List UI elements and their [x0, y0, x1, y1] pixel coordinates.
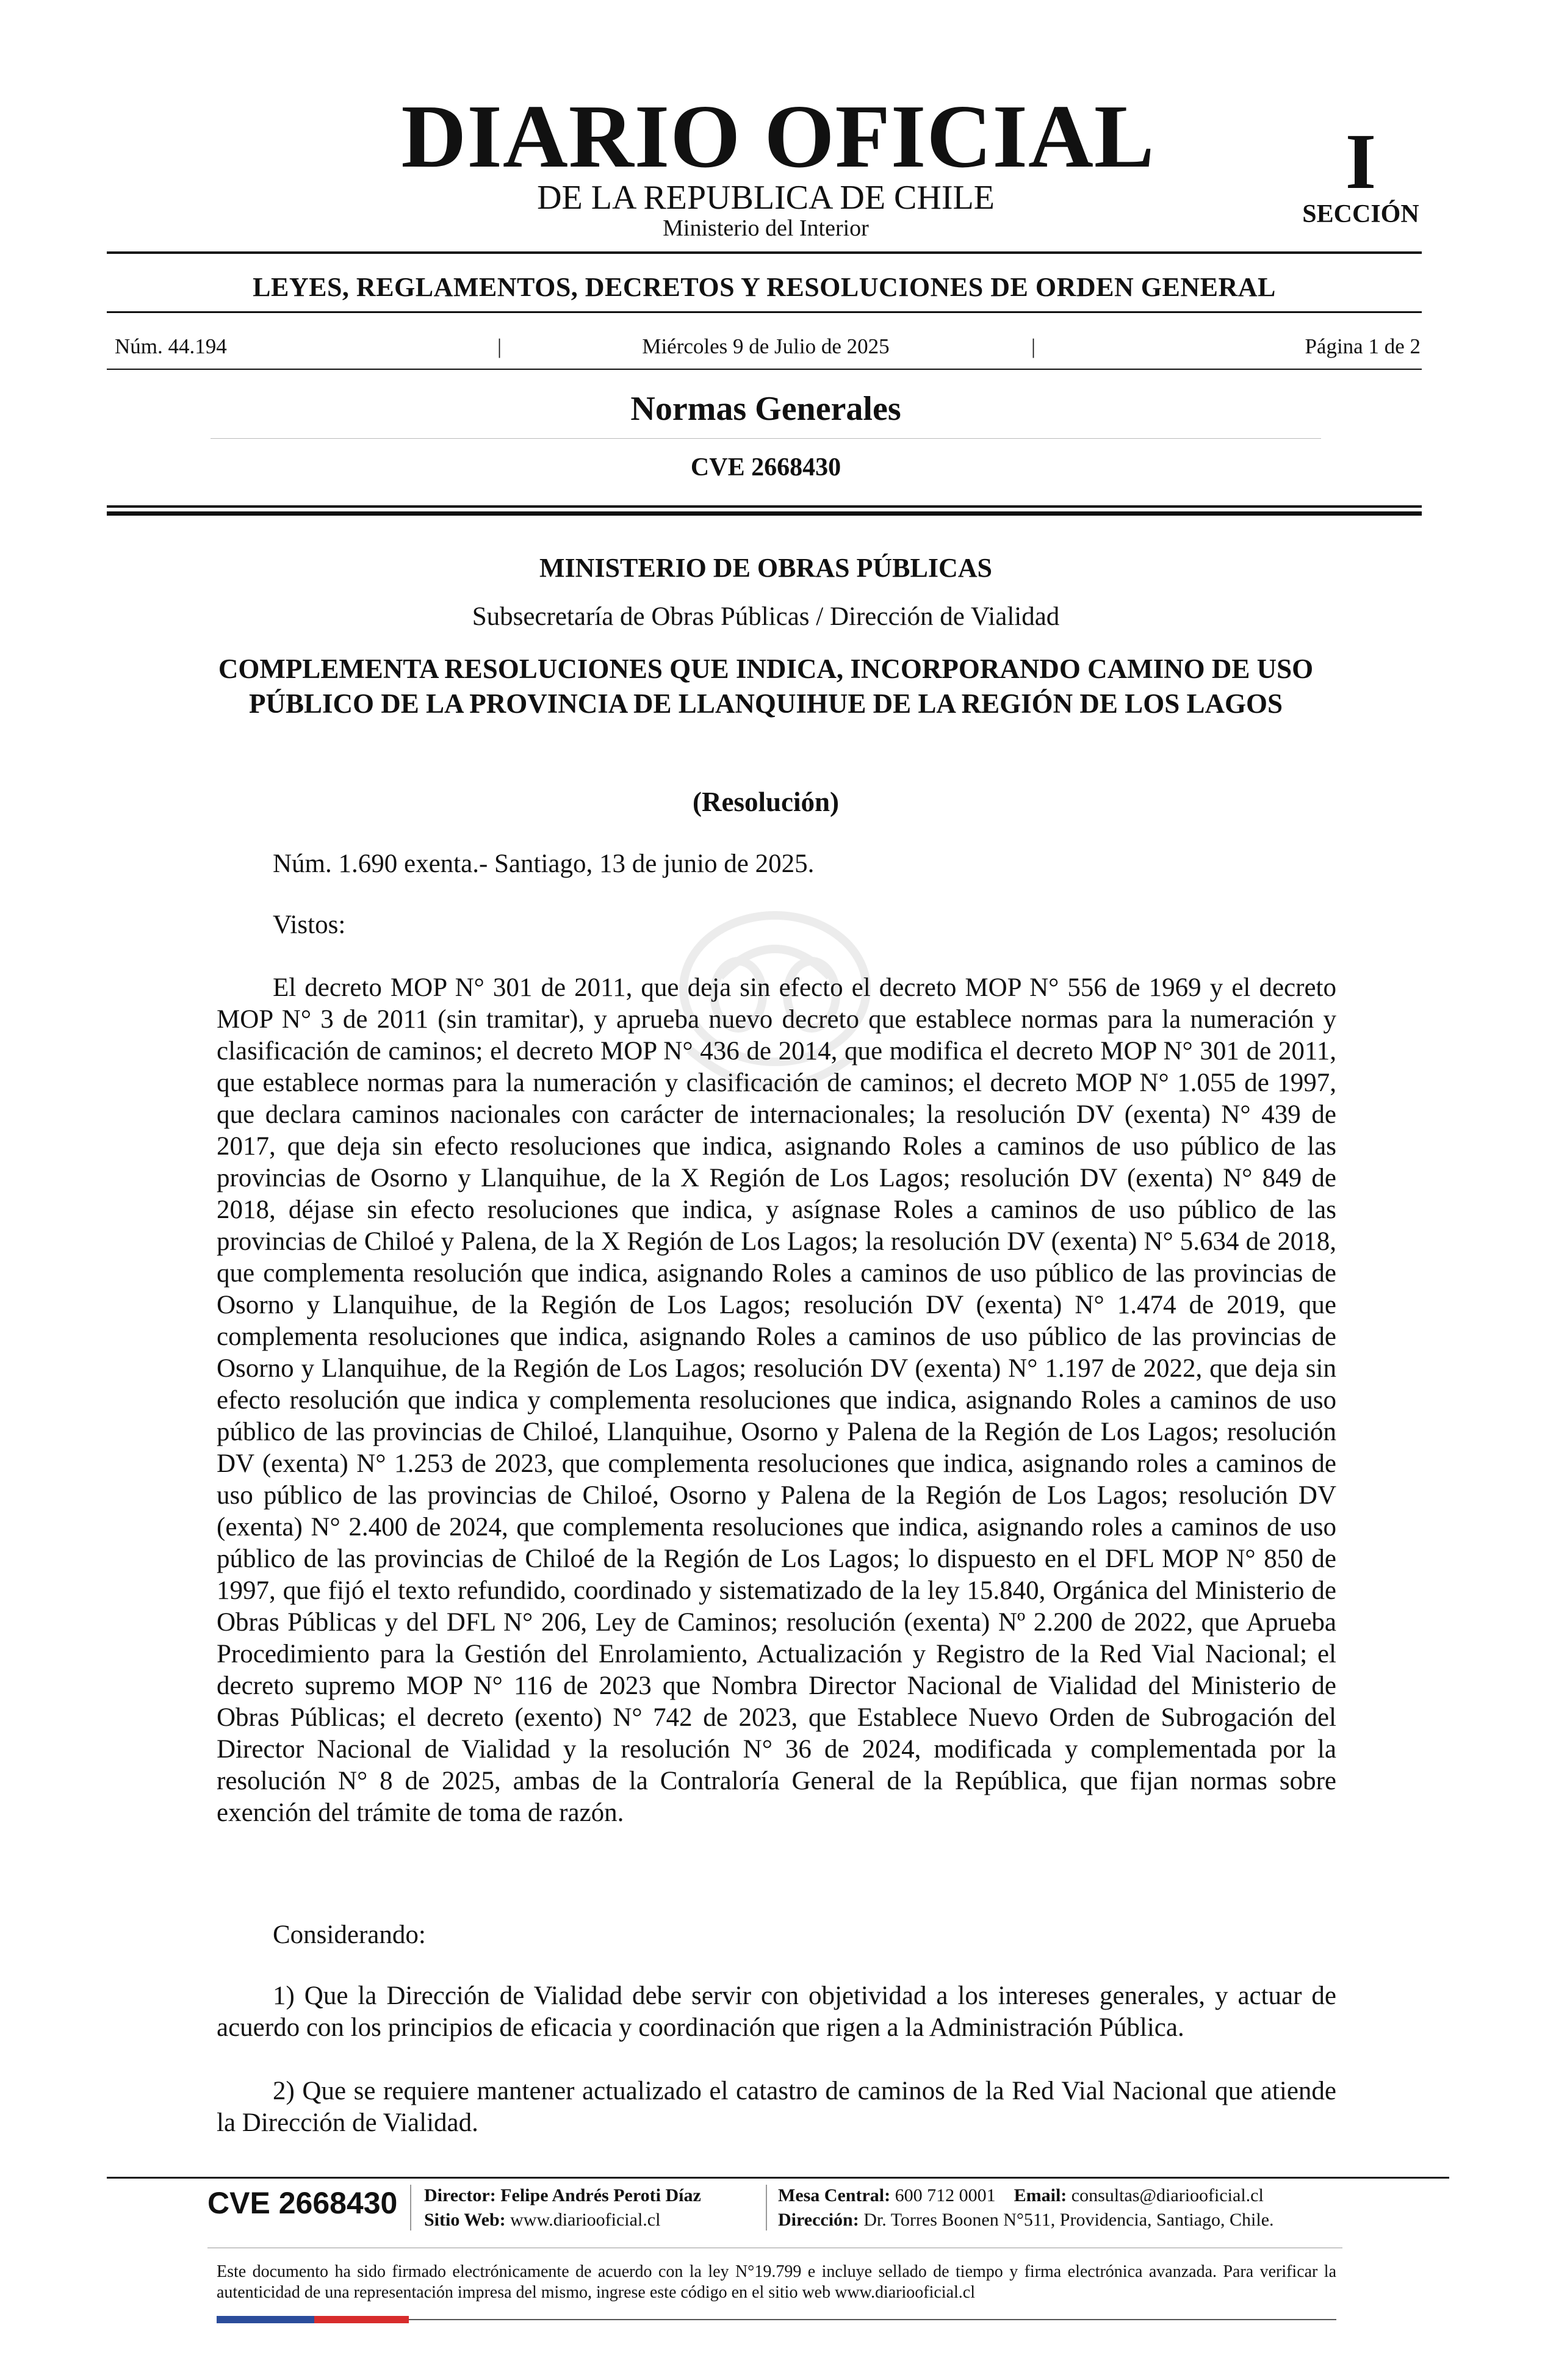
flag-stripe-blue: [217, 2316, 314, 2323]
issue-number: Núm. 44.194: [115, 334, 227, 358]
flag-stripe-red: [314, 2316, 409, 2323]
subsecretaria-line: Subsecretaría de Obras Públicas / Dirección de Vialidad: [472, 602, 1060, 631]
vistos-label: Vistos:: [273, 911, 346, 939]
footer-director-block: [424, 2183, 701, 2232]
issue-separator: |: [497, 334, 502, 358]
laws-heading: LEYES, REGLAMENTOS, DECRETOS Y RESOLUCIONES DE ORDEN GENERAL: [253, 272, 1276, 302]
resolution-number-line: Núm. 1.690 exenta.- Santiago, 13 de junio de 2025.: [273, 849, 815, 878]
section-title-divider: [211, 438, 1321, 439]
footer-contact-block: [778, 2183, 1274, 2232]
cve-heading: CVE 2668430: [690, 453, 841, 481]
footer-cve: CVE 2668430: [207, 2186, 398, 2220]
email-link[interactable]: consultas@diariooficial.cl: [1071, 2185, 1264, 2205]
laws-divider: [107, 311, 1422, 313]
director-label: Director:: [424, 2185, 496, 2205]
double-divider-top: [107, 505, 1422, 508]
issue-separator: |: [1031, 334, 1036, 358]
document-title: COMPLEMENTA RESOLUCIONES QUE INDICA, INCORPORANDO CAMINO DE USO PÚBLICO DE LA PROVINCIA DE LLANQUIHUE DE LA REGIÓN DE LOS LAGOS: [218, 654, 1314, 719]
vistos-text: El decreto MOP N° 301 de 2011, que deja sin efecto el decreto MOP N° 556 de 1969 y el decreto MOP N° 3 de 2011 (sin tramitar), y aprueba nuevo decreto que establece normas para la numeración y clasificación de caminos; el decreto MOP N° 436 de 2014, que modifica el decreto MOP N° 301 de 2011, que establece normas para la numeración y clasificación de caminos; el decreto MOP N° 1.055 de 1997, que declara caminos nacionales con carácter de internacionales; la resolución DV (exenta) N° 439 de 2017, que deja sin efecto resoluciones que indica, asignando Roles a caminos de uso público de las provincias de Osorno y Llanquihue, de la X Región de Los Lagos; resolución DV (exenta) N° 849 de 2018, déjase sin efecto resoluciones que indica, y asígnase Roles a caminos de uso público de las provincias de Chiloé y Palena, de la X Región de Los Lagos; la resolución DV (exenta) N° 5.634 de 2018, que complementa resolución que indica, asignando Roles a caminos de uso público de las provincias de Osorno y Llanquihue, de la Región de Los Lagos; resolución DV (exenta) N° 1.474 de 2019, que complementa resoluciones que indica, asignando Roles a caminos de uso público de las provincias de Osorno y Llanquihue, de la Región de Los Lagos; resolución DV (exenta) N° 1.197 de 2022, que deja sin efecto resolución que indica y complementa resoluciones que indica, asignando Roles a caminos de uso público de las provincias de Chiloé, Llanquihue, Osorno y Palena de la Región de Los Lagos; resolución DV (exenta) N° 1.253 de 2023, que complementa resoluciones que indica, asignando roles a caminos de uso público de las provincias de Chiloé, Osorno y Palena de la Región de Los Lagos; resolución DV (exenta) N° 2.400 de 2024, que complementa resoluciones que indica, asignando roles a caminos de uso público de las provincias de Chiloé de la Región de Los Lagos; lo dispuesto en el DFL MOP N° 850 de 1997, que fijó el texto refundido, coordinado y sistematizado de la ley 15.840, Orgánica del Ministerio de Obras Públicas y del DFL N° 206, Ley de Caminos; resolución (exenta) Nº 2.200 de 2022, que Aprueba Procedimiento para la Gestión del Enrolamiento, Actualización y Registro de la Red Vial Nacional; el decreto supremo MOP N° 116 de 2023 que Nombra Director Nacional de Vialidad del Ministerio de Obras Públicas; el decreto (exento) N° 742 de 2023, que Establece Nuevo Orden de Subrogación del Director Nacional de Vialidad y la resolución N° 36 de 2024, modificada y complementada por la resolución N° 8 de 2025, ambas de la Contraloría General de la República, que fijan normas sobre exención del trámite de toma de razón.: [217, 973, 1336, 1827]
phone-number: 600 712 0001: [895, 2185, 996, 2205]
phone-label: Mesa Central:: [778, 2185, 891, 2205]
considerando-label: Considerando:: [273, 1920, 426, 1949]
director-name: Felipe Andrés Peroti Díaz: [500, 2185, 701, 2205]
section-title: Normas Generales: [630, 390, 901, 428]
masthead-ministry: Ministerio del Interior: [663, 215, 869, 241]
footer-col-separator: [410, 2185, 411, 2230]
address-label: Dirección:: [778, 2210, 859, 2230]
issue-date: Miércoles 9 de Julio de 2025: [642, 334, 890, 358]
section-label: SECCIÓN: [1302, 200, 1419, 228]
issue-divider: [107, 369, 1422, 370]
footer-note: Este documento ha sido firmado electrónicamente de acuerdo con la ley N°19.799 e incluye sellado de tiempo y firma electrónica avanzada. Para verificar la autenticidad de una representación impresa del mismo, ingrese este código en el sitio web www.diariooficial.cl: [217, 2262, 1336, 2302]
email-label: Email:: [1014, 2185, 1067, 2205]
website-label: Sitio Web:: [424, 2210, 506, 2230]
considerando-item-1: 1) Que la Dirección de Vialidad debe servir con objetividad a los intereses generales, y actuar de acuerdo con los principios de eficacia y coordinación que rigen a la Administración Pública.: [217, 1982, 1336, 2042]
double-divider-bottom: [107, 511, 1422, 516]
flag-stripe-line: [409, 2319, 1336, 2320]
address-text: Dr. Torres Boonen N°511, Providencia, Santiago, Chile.: [863, 2210, 1274, 2230]
section-numeral: I: [1345, 118, 1377, 206]
footer-col-separator: [766, 2185, 767, 2230]
masthead-title: DIARIO OFICIAL: [401, 87, 1155, 187]
considerando-item-2: 2) Que se requiere mantener actualizado el catastro de caminos de la Red Vial Nacional que atiende la Dirección de Vialidad.: [217, 2077, 1336, 2137]
ministry-heading: MINISTERIO DE OBRAS PÚBLICAS: [539, 553, 993, 583]
website-link[interactable]: www.diariooficial.cl: [510, 2210, 661, 2230]
footer-divider: [107, 2177, 1449, 2179]
document-type: (Resolución): [693, 787, 839, 817]
masthead-divider: [107, 251, 1422, 254]
issue-page: Página 1 de 2: [1305, 334, 1421, 358]
masthead-subtitle: DE LA REPUBLICA DE CHILE: [537, 179, 995, 217]
